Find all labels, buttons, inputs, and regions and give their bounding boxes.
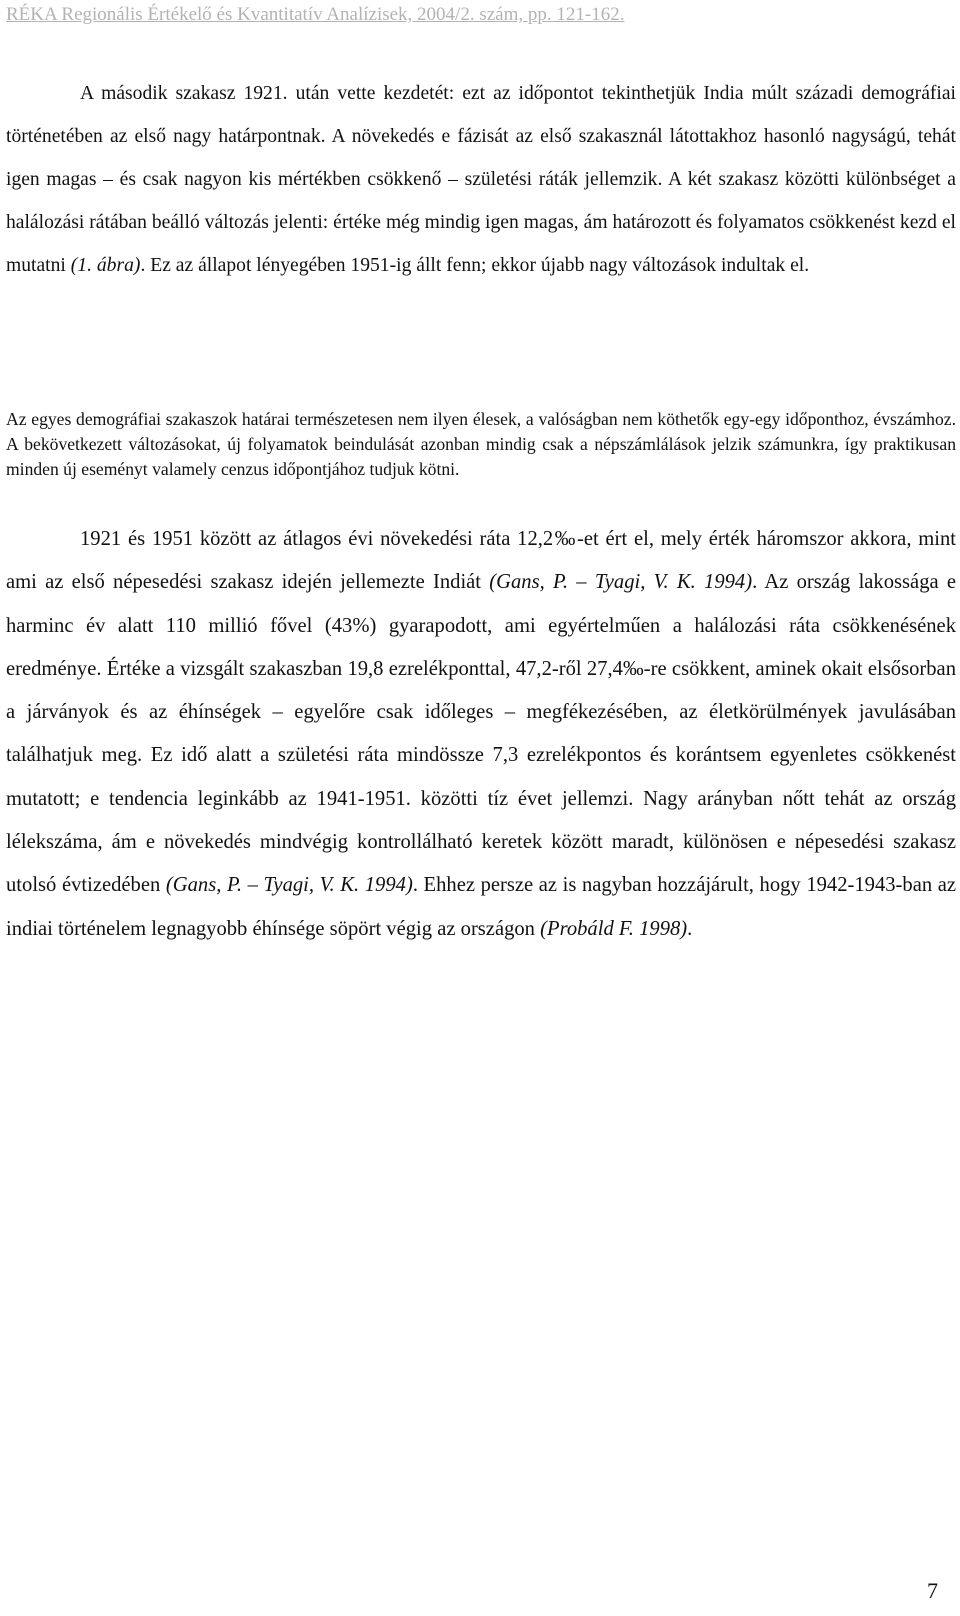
- paragraph-text: 1921 és 1951 között az átlagos évi növekedési ráta 12,2‰-et ért el, mely érték háromszor akkora, mint ami az első népesedési szakasz idején jellemezte Indiát: [6, 528, 956, 594]
- paragraph-text: Az egyes demográfiai szakaszok határai természetesen nem ilyen élesek, a valóságban nem köthetők egy-egy időponthoz, évszámhoz. A bekövetkezett változásokat, új folyamatok beindulását azonban mindig csak a népszámlálások jelzik számunkra, így praktikusan minden új eseményt valamely cenzus időpontjához tudjuk kötni.: [6, 409, 956, 479]
- paragraph-second-stage: [6, 72, 956, 287]
- paragraph-text: . Ehhez persze az is nagyban hozzájárult, hogy 1942-1943-ban az indiai történelem legnagyobb éhínsége söpört végig az országon: [6, 874, 957, 940]
- paragraph-text: . Ez az állapot lényegében 1951-ig állt fenn; ekkor újabb nagy változások indultak el.: [140, 255, 810, 276]
- figure-reference: (1. ábra): [70, 255, 141, 276]
- paragraph-text: .: [687, 917, 693, 940]
- paragraph-text: A második szakasz 1921. után vette kezdetét: ezt az időpontot tekinthetjük India múlt századi demográfiai történetében az első nagy határpontnak. A növekedés e fázisát az első szakasznál látottakhoz hasonló nagyságú, tehát igen magas – és csak nagyon kis mértékben csökkenő – születési ráták jellemzik. A két szakasz közötti különbséget a halálozási rátában beálló változás jelenti: értéke még mindig igen magas, ám határozott és folyamatos csökkenést kezd el mutatni: [6, 83, 956, 276]
- paragraph-growth-rate: [6, 518, 956, 951]
- page-number: 7: [927, 1578, 938, 1603]
- paragraph-text: . Az ország lakossága e harminc év alatt 110 millió fővel (43%) gyarapodott, ami egyértelműen a halálozási ráta csökkenésének eredménye. Értéke a vizsgált szakaszban 19,8 ezrelékponttal, 47,2-ről 27,4‰-re csökkent, aminek okait elsősorban a járványok és az éhínségek – egyelőre csak időleges – megfékezésében, az életkörülmények javulásában találhatjuk meg. Ez idő alatt a születési ráta mindössze 7,3 ezrelékpontos és korántsem egyenletes csökkenést mutatott; e tendencia leginkább az 1941-1951. közötti tíz évet jellemzi. Nagy arányban nőtt tehát az ország lélekszáma, ám e növekedés mindvégig kontrollálható keretek között maradt, különösen e népesedési szakasz utolsó évtizedében: [6, 571, 957, 897]
- running-header: RÉKA Regionális Értékelő és Kvantitatív Analízisek, 2004/2. szám, pp. 121-162.: [6, 4, 625, 25]
- citation: (Gans, P. – Tyagi, V. K. 1994): [489, 571, 753, 594]
- citation: (Probáld F. 1998): [540, 917, 688, 940]
- citation: (Gans, P. – Tyagi, V. K. 1994): [165, 874, 413, 897]
- paragraph-stage-boundaries: [6, 407, 956, 482]
